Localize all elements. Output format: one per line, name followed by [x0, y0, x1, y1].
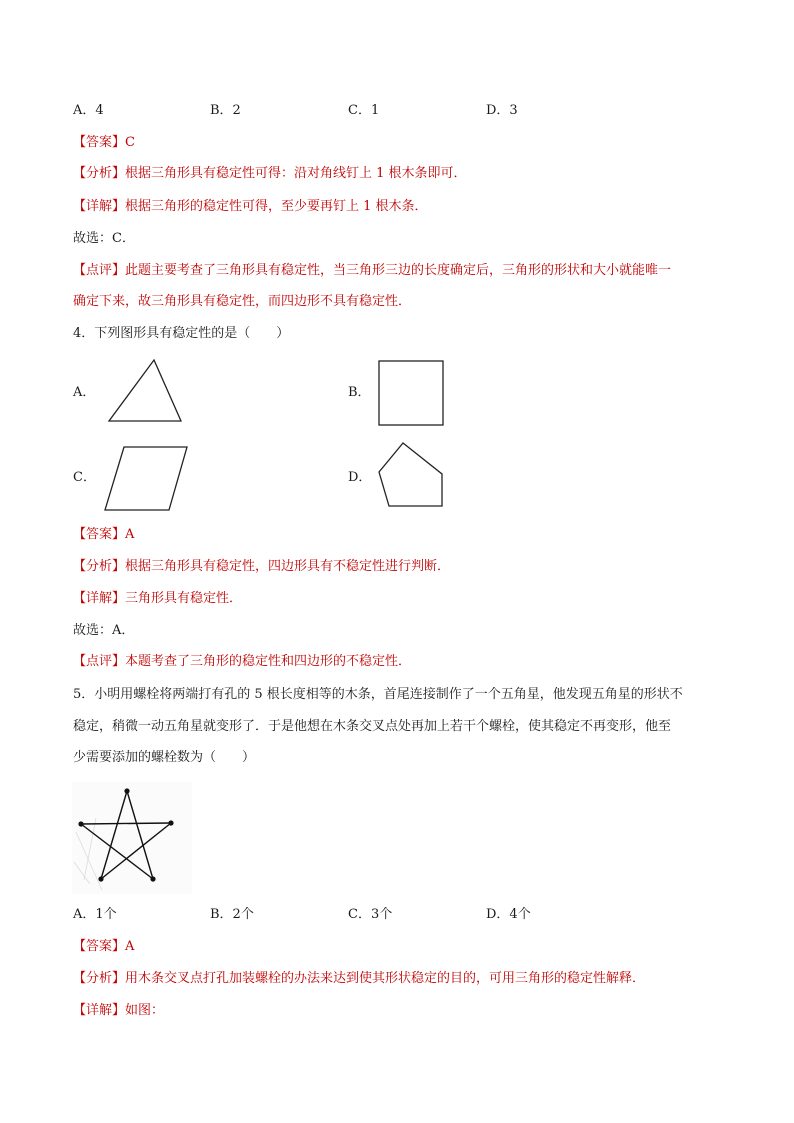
- q3-option-d: D．3: [486, 103, 518, 118]
- answer-tag: 【答案】: [73, 135, 126, 150]
- answer-tag: 【答案】: [73, 939, 126, 954]
- detail-text: 根据三角形的稳定性可得，至少要再钉上 1 根木条．: [125, 199, 428, 214]
- q5-answer: [73, 938, 134, 956]
- q3-option-a: A．4: [73, 103, 104, 118]
- analysis-text: 用木条交叉点打孔加装螺栓的办法来达到使其形状稳定的目的，可用三角形的稳定性解释．: [125, 971, 646, 986]
- q4-detail: [73, 590, 242, 608]
- detail-tag: 【详解】: [73, 1003, 126, 1018]
- comment-text-1: 此题主要考查了三角形具有稳定性，当三角形三边的长度确定后，三角形的形状和大小就能唯一: [125, 263, 672, 278]
- q3-answer: [73, 134, 135, 152]
- q4-analysis: [73, 558, 450, 576]
- q5-question-line2: 稳定，稍微一动五角星就变形了．于是他想在木条交叉点处再加上若干个螺栓，使其稳定不再变形，他至: [73, 719, 672, 734]
- five-pointed-star-figure: [72, 782, 192, 894]
- q3-option-c: C．1: [348, 103, 380, 118]
- square-figure: [376, 358, 446, 428]
- detail-text: 三角形具有稳定性．: [125, 591, 243, 606]
- answer-tag: 【答案】: [73, 527, 126, 542]
- q3-detail: [73, 198, 428, 216]
- answer-value: A: [125, 527, 135, 542]
- q4-option-d-label: D．: [348, 470, 372, 485]
- comment-tag: 【点评】: [73, 263, 126, 278]
- detail-tag: 【详解】: [73, 591, 126, 606]
- detail-tag: 【详解】: [73, 199, 126, 214]
- answer-value: A: [125, 939, 135, 954]
- analysis-text: 根据三角形具有稳定性可得：沿对角线钉上 1 根木条即可．: [125, 166, 467, 181]
- pentagon-figure: [376, 440, 448, 510]
- q3-comment-line1: [73, 262, 671, 280]
- q5-option-d: D．4个: [486, 907, 531, 922]
- answer-value: C: [125, 135, 135, 150]
- parallelogram-figure: [102, 444, 190, 514]
- triangle-figure: [104, 358, 186, 424]
- detail-text: 如图：: [125, 1003, 165, 1018]
- q3-analysis: [73, 165, 467, 183]
- q4-option-a-label: A．: [73, 385, 96, 400]
- q5-option-a: A．1个: [73, 907, 117, 922]
- comment-tag: 【点评】: [73, 654, 126, 669]
- q4-question: 4．下列图形具有稳定性的是（ ）: [73, 326, 290, 341]
- q4-option-c-label: C．: [73, 470, 96, 485]
- q4-choice: 故选：A．: [73, 623, 135, 638]
- comment-text: 本题考查了三角形的稳定性和四边形的不稳定性．: [125, 654, 412, 669]
- q4-answer: [73, 526, 134, 544]
- analysis-text: 根据三角形具有稳定性，四边形具有不稳定性进行判断．: [125, 559, 451, 574]
- analysis-tag: 【分析】: [73, 166, 126, 181]
- q5-analysis: [73, 970, 645, 988]
- q5-detail: [73, 1002, 164, 1020]
- analysis-tag: 【分析】: [73, 971, 126, 986]
- analysis-tag: 【分析】: [73, 559, 126, 574]
- q5-question-line3: 少需要添加的螺栓数为（ ）: [73, 750, 256, 765]
- q5-option-c: C．3个: [348, 907, 393, 922]
- q5-question-line1: 5．小明用螺栓将两端打有孔的 5 根长度相等的木条，首尾连接制作了一个五角星，他发现五角星的形状不: [73, 687, 683, 702]
- q3-choice: 故选：C．: [73, 231, 135, 246]
- q3-option-b: B．2: [210, 103, 241, 118]
- q4-option-b-label: B．: [348, 385, 371, 400]
- q5-option-b: B．2个: [210, 907, 254, 922]
- q4-comment: [73, 653, 411, 671]
- q3-comment-line2: 确定下来，故三角形具有稳定性，而四边形不具有稳定性．: [73, 294, 412, 309]
